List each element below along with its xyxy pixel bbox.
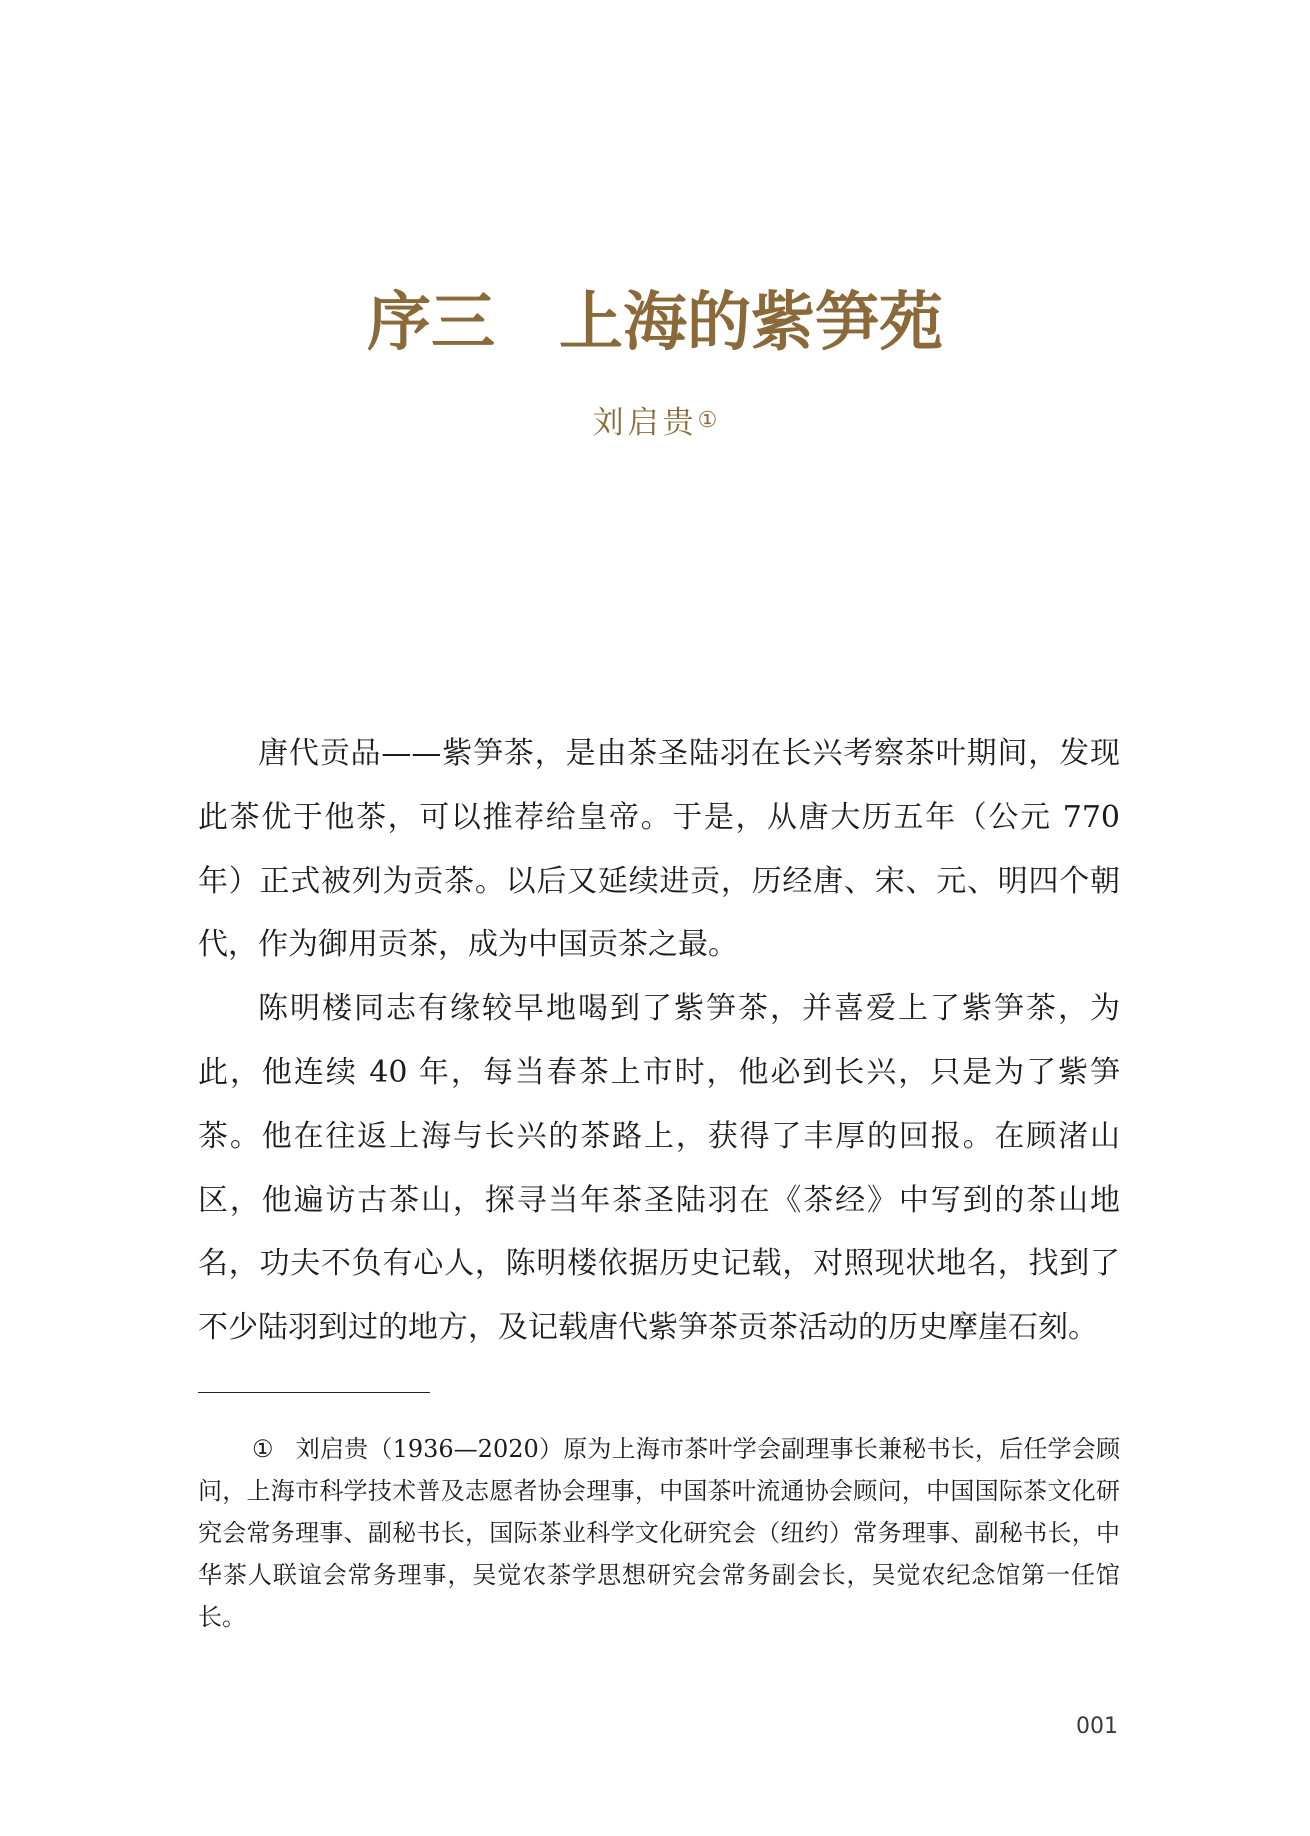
author-footnote-mark[interactable]: ①: [697, 408, 718, 433]
body-text: [198, 722, 1120, 1360]
footnote-divider: [198, 1392, 430, 1393]
footnote: [198, 1428, 1120, 1638]
author-name: 刘启贵: [592, 405, 698, 441]
chapter-prefix: 序三: [367, 284, 495, 360]
chapter-title: [0, 284, 1310, 360]
paragraph-1: 唐代贡品——紫笋茶，是由茶圣陆羽在长兴考察茶叶期间，发现此茶优于他茶，可以推荐给皇帝。于是，从唐大历五年（公元 770 年）正式被列为贡茶。以后又延续进贡，历经唐、宋、元、明四个朝代，作为御用贡茶，成为中国贡茶之最。: [198, 736, 1120, 963]
page-number: 001: [1076, 1714, 1118, 1739]
chapter-title-text: 上海的紫笋苑: [559, 284, 943, 360]
footnote-mark: ①: [252, 1435, 274, 1463]
author-line: [0, 405, 1310, 441]
paragraph-2: 陈明楼同志有缘较早地喝到了紫笋茶，并喜爱上了紫笋茶，为此，他连续 40 年，每当春茶上市时，他必到长兴，只是为了紫笋茶。他在往返上海与长兴的茶路上，获得了丰厚的回报。在顾渚山区，他遍访古茶山，探寻当年茶圣陆羽在《茶经》中写到的茶山地名，功夫不负有心人，陈明楼依据历史记载，对照现状地名，找到了不少陆羽到过的地方，及记载唐代紫笋茶贡茶活动的历史摩崖石刻。: [198, 991, 1120, 1346]
footnote-text: 刘启贵（1936—2020）原为上海市茶叶学会副理事长兼秘书长，后任学会顾问，上海市科学技术普及志愿者协会理事，中国茶叶流通协会顾问，中国国际茶文化研究会常务理事、副秘书长，国际茶业科学文化研究会（纽约）常务理事、副秘书长，中华茶人联谊会常务理事，吴觉农茶学思想研究会常务副会长，吴觉农纪念馆第一任馆长。: [198, 1435, 1120, 1631]
